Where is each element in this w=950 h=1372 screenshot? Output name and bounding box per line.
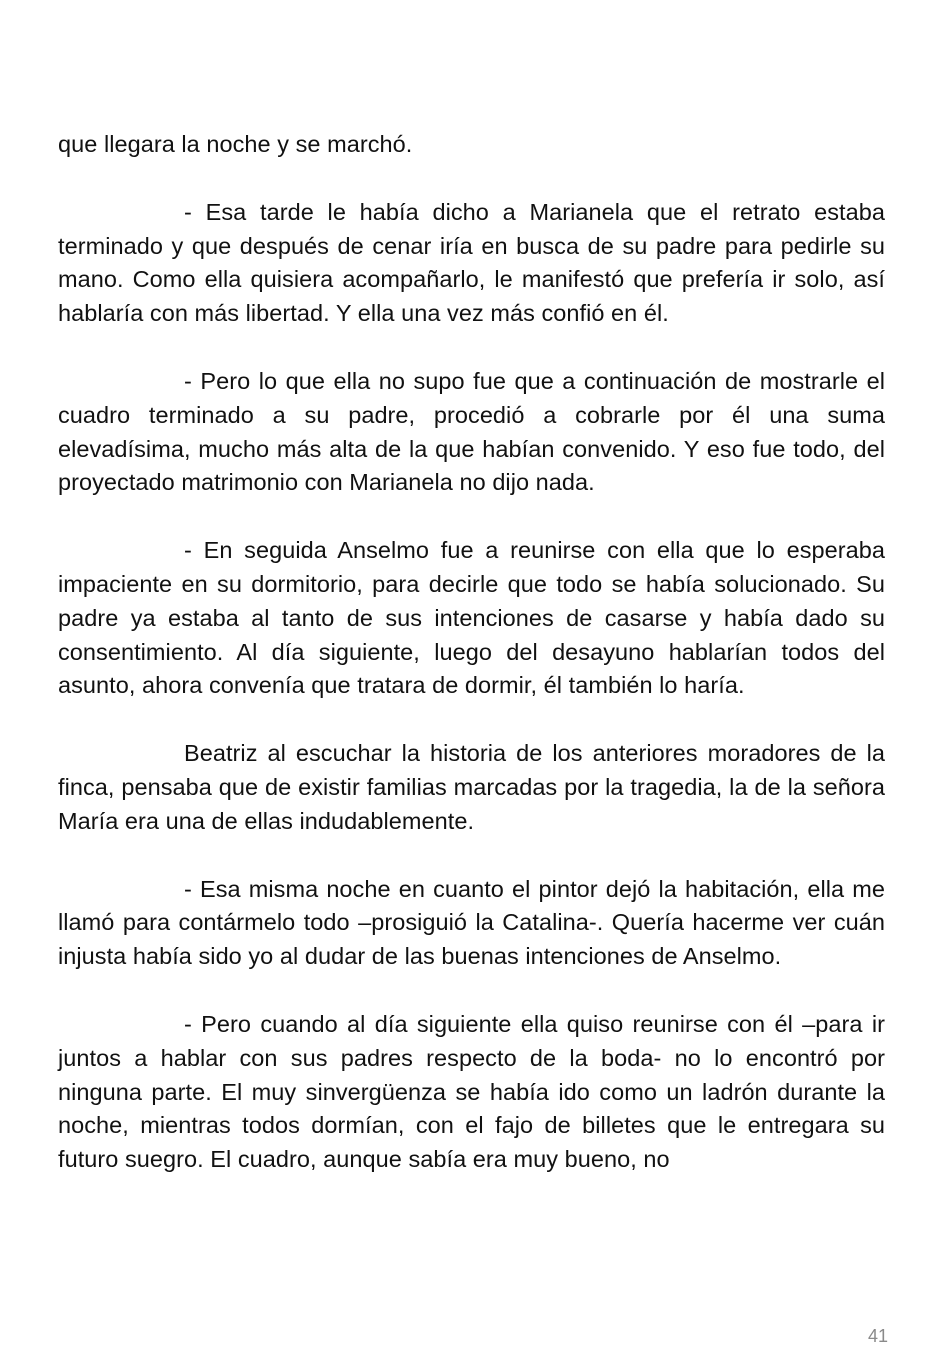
paragraph-next-day: - Pero cuando al día siguiente ella quiso reunirse con él –para ir juntos a hablar con sus padres respecto de la boda- no lo encontró por ninguna parte. El muy sinvergüenza se había ido como un ladrón durante la noche, mientras todos dormían, con el fajo de billetes que le entregara su futuro suegro. El cuadro, aunque sabía era muy bueno, no xyxy=(58,1010,885,1173)
paragraph-same-night: - Esa misma noche en cuanto el pintor dejó la habitación, ella me llamó para contármelo todo –prosiguió la Catalina-. Quería hacerme ver cuán injusta había sido yo al dudar de las buenas intenciones de Anselmo. xyxy=(58,875,885,970)
document-page xyxy=(58,128,885,1177)
paragraph-painting-payment: - Pero lo que ella no supo fue que a continuación de mostrarle el cuadro terminado a su padre, procedió a cobrarle por él una suma elevadísima, mucho más alta de la que habían convenido. Y eso fue todo, del proyectado matrimonio con Marianela no dijo nada. xyxy=(58,367,885,496)
page-number: 41 xyxy=(867,1326,888,1346)
paragraph-continuation: que llegara la noche y se marchó. xyxy=(58,131,413,157)
paragraph-anselmo-bedroom: - En seguida Anselmo fue a reunirse con ella que lo esperaba impaciente en su dormitorio, para decirle que todo se había solucionado. Su padre ya estaba al tanto de sus intenciones de casarse y había dado su consentimiento. Al día siguiente, luego del desayuno hablarían todos del asunto, ahora convenía que tratara de dormir, él también lo haría. xyxy=(58,537,885,699)
paragraph-beatriz-reflection: Beatriz al escuchar la historia de los anteriores moradores de la finca, pensaba que de existir familias marcadas por la tragedia, la de la señora María era una de ellas indudablemente. xyxy=(58,740,885,834)
paragraph-portrait-finished: - Esa tarde le había dicho a Marianela que el retrato estaba terminado y que después de cenar iría en busca de su padre para pedirle su mano. Como ella quisiera acompañarlo, le manifestó que prefería ir solo, así hablaría con más libertad. Y ella una vez más confió en él. xyxy=(58,198,885,327)
